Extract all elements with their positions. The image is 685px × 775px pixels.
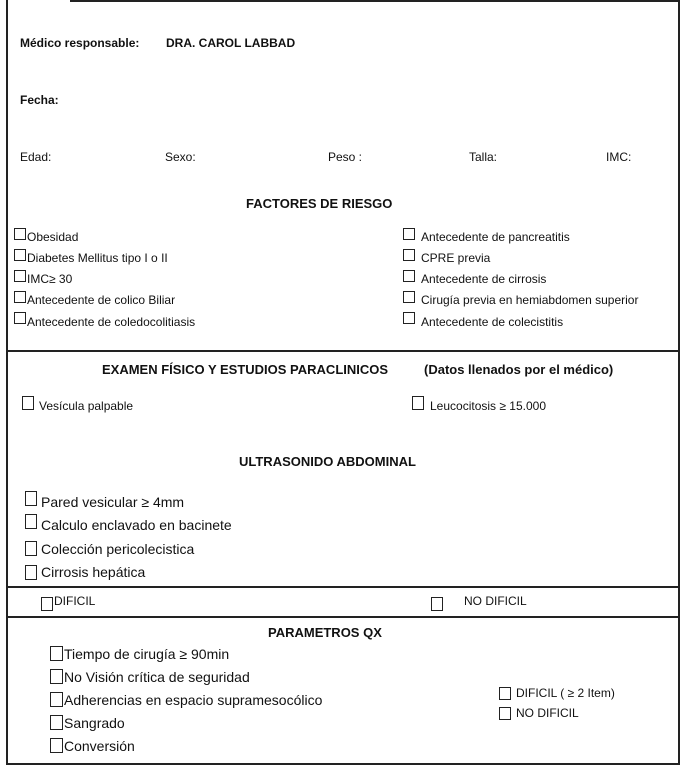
risk-left-label-2: Diabetes Mellitus tipo I o II (27, 251, 168, 265)
qx-label-2: No Visión crítica de seguridad (64, 669, 250, 685)
risk-left-checkbox-1[interactable] (14, 228, 26, 240)
risk-right-label-3: Antecedente de cirrosis (421, 272, 547, 286)
risk-right-checkbox-5[interactable] (403, 312, 415, 324)
qx-checkbox-2[interactable] (50, 669, 63, 684)
leukocytosis-label: Leucocitosis ≥ 15.000 (430, 399, 546, 413)
divider-1 (8, 350, 680, 352)
us-not-difficult-label: NO DIFICIL (464, 594, 527, 608)
risk-left-label-5: Antecedente de coledocolitiasis (27, 315, 196, 329)
leukocytosis-checkbox[interactable] (412, 396, 424, 410)
qx-checkbox-4[interactable] (50, 715, 63, 730)
qx-checkbox-5[interactable] (50, 738, 63, 753)
date-label[interactable]: Fecha: (20, 93, 59, 107)
us-difficult-label: DIFICIL (54, 594, 96, 608)
qx-difficult-label: DIFICIL ( ≥ 2 Item) (516, 686, 615, 700)
risk-left-label-4: Antecedente de colico Biliar (27, 293, 176, 307)
doctor-label: Médico responsable: (20, 36, 140, 50)
form-page (6, 0, 680, 765)
us-checkbox-1[interactable] (25, 491, 37, 506)
divider-2 (8, 586, 680, 588)
us-label-4: Cirrosis hepática (41, 564, 146, 580)
us-label-3: Colección pericolecistica (41, 541, 195, 557)
palpable-gallbladder-checkbox[interactable] (22, 396, 34, 410)
divider-3 (8, 616, 680, 618)
height-field[interactable]: Talla: (469, 150, 498, 164)
risk-left-checkbox-3[interactable] (14, 270, 26, 282)
risk-right-label-2: CPRE previa (421, 251, 491, 265)
qx-not-difficult-checkbox[interactable] (499, 707, 511, 720)
bmi-field[interactable]: IMC: (606, 150, 632, 164)
qx-label-1: Tiempo de cirugía ≥ 90min (64, 646, 230, 662)
qx-difficult-checkbox[interactable] (499, 687, 511, 700)
doctor-name: DRA. CAROL LABBAD (166, 36, 296, 50)
us-checkbox-4[interactable] (25, 565, 37, 580)
ultrasound-title: ULTRASONIDO ABDOMINAL (239, 454, 416, 469)
exam-title: EXAMEN FÍSICO Y ESTUDIOS PARACLINICOS (102, 362, 389, 377)
risk-factors-title: FACTORES DE RIESGO (246, 196, 393, 211)
risk-left-label-3: IMC≥ 30 (27, 272, 73, 286)
us-checkbox-2[interactable] (25, 514, 37, 529)
qx-label-3: Adherencias en espacio supramesocólico (64, 692, 323, 708)
qx-not-difficult-label: NO DIFICIL (516, 706, 579, 720)
sex-field[interactable]: Sexo: (165, 150, 196, 164)
risk-right-checkbox-3[interactable] (403, 270, 415, 282)
palpable-gallbladder-label: Vesícula palpable (39, 399, 134, 413)
risk-left-checkbox-4[interactable] (14, 291, 26, 303)
exam-note: (Datos llenados por el médico) (424, 362, 614, 377)
risk-right-label-1: Antecedente de pancreatitis (421, 230, 570, 244)
us-label-1: Pared vesicular ≥ 4mm (41, 494, 185, 510)
us-difficult-checkbox[interactable] (41, 597, 53, 611)
qx-checkbox-1[interactable] (50, 646, 63, 661)
qx-label-4: Sangrado (64, 715, 125, 731)
qx-checkbox-3[interactable] (50, 692, 63, 707)
risk-right-checkbox-2[interactable] (403, 249, 415, 261)
risk-right-checkbox-1[interactable] (403, 228, 415, 240)
qx-label-5: Conversión (64, 738, 135, 754)
us-not-difficult-checkbox[interactable] (431, 597, 443, 611)
weight-field[interactable]: Peso : (328, 150, 363, 164)
us-label-2: Calculo enclavado en bacinete (41, 517, 232, 533)
age-field[interactable]: Edad: (20, 150, 52, 164)
surgery-title: PARAMETROS QX (268, 625, 382, 640)
risk-right-label-4: Cirugía previa en hemiabdomen superior (421, 293, 639, 307)
risk-left-checkbox-5[interactable] (14, 312, 26, 324)
risk-left-checkbox-2[interactable] (14, 249, 26, 261)
risk-right-label-5: Antecedente de colecistitis (421, 315, 564, 329)
risk-right-checkbox-4[interactable] (403, 291, 415, 303)
risk-left-label-1: Obesidad (27, 230, 79, 244)
us-checkbox-3[interactable] (25, 541, 37, 556)
